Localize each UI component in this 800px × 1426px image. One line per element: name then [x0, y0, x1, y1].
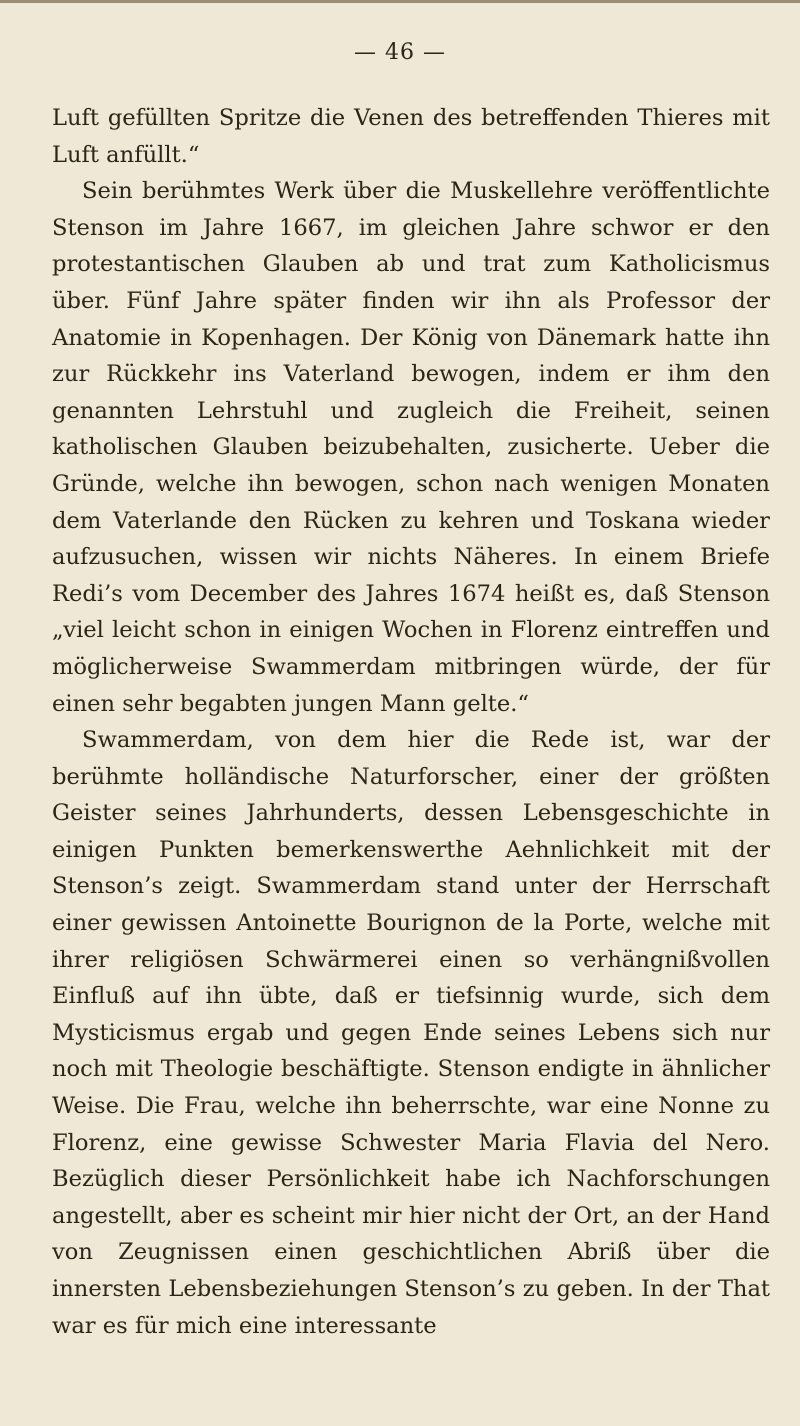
- page-footer: [0, 1380, 800, 1426]
- page-number: — 46 —: [354, 40, 446, 65]
- body-text: [52, 100, 770, 1344]
- paragraph: Luft gefüllten Spritze die Venen des betreffenden Thieres mit Luft anfüllt.“: [52, 105, 770, 168]
- paragraph: Sein berühmtes Werk über die Muskellehre veröffentlichte Stenson im Jahre 1667, im gleichen Jahre schwor er den protestantischen Glauben ab und trat zum Katholicismus über. Fünf Jahre später finden wir ihn als Professor der Anatomie in Kopenhagen. Der König von Dänemark hatte ihn zur Rückkehr ins Vaterland bewogen, indem er ihm den genannten Lehrstuhl und zugleich die Freiheit, seinen katholischen Glauben beizubehalten, zusicherte. Ueber die Gründe, welche ihn bewogen, schon nach wenigen Monaten dem Vaterlande den Rücken zu kehren und Toskana wieder aufzusuchen, wissen wir nichts Näheres. In einem Briefe Redi’s vom December des Jahres 1674 heißt es, daß Stenson „viel leicht schon in einigen Wochen in Florenz eintreffen und möglicherweise Swammerdam mitbringen würde, der für einen sehr begabten jungen Mann gelte.“: [52, 178, 770, 717]
- page-edge: [0, 0, 800, 3]
- paragraph: Swammerdam, von dem hier die Rede ist, war der berühmte holländische Naturforscher, einer der größten Geister seines Jahrhunderts, dessen Lebensgeschichte in einigen Punkten bemerkenswerthe Aehnlichkeit mit der Stenson’s zeigt. Swammerdam stand unter der Herrschaft einer gewissen Antoinette Bourignon de la Porte, welche mit ihrer religiösen Schwärmerei einen so verhängnißvollen Einfluß auf ihn übte, daß er tiefsinnig wurde, sich dem Mysticismus ergab und gegen Ende seines Lebens sich nur noch mit Theologie beschäftigte. Stenson endigte in ähnlicher Weise. Die Frau, welche ihn beherrschte, war eine Nonne zu Florenz, eine gewisse Schwester Maria Flavia del Nero. Bezüglich dieser Persönlichkeit habe ich Nachforschungen angestellt, aber es scheint mir hier nicht der Ort, an der Hand von Zeugnissen einen geschichtlichen Abriß über die innersten Lebensbeziehungen Stenson’s zu geben. In der That war es für mich eine interessante: [52, 727, 770, 1339]
